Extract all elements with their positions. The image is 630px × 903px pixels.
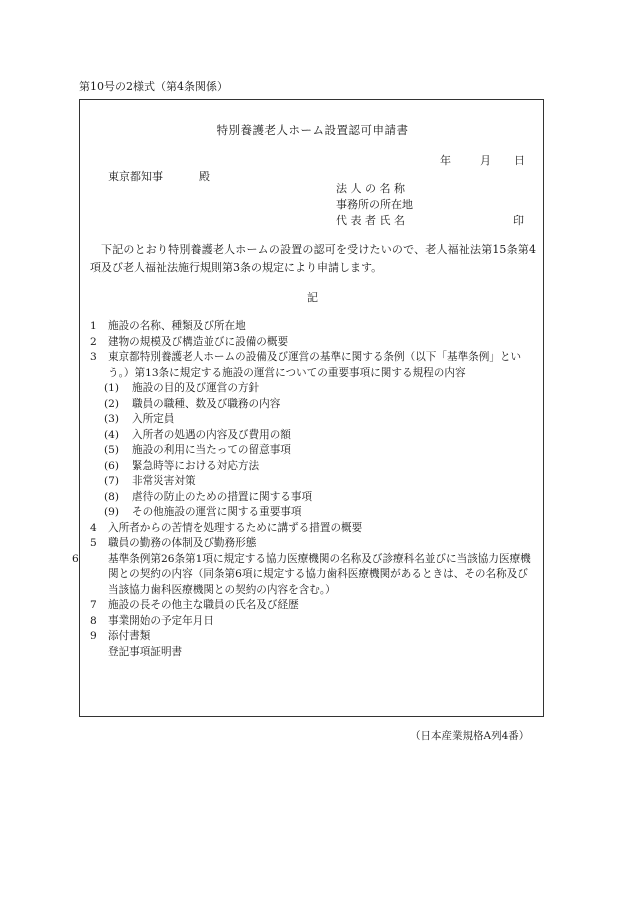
- addressee: [108, 168, 210, 184]
- list-item: 4 入所者からの苦情を処理するために講ずる措置の概要: [90, 521, 363, 534]
- paper-size-note: （日本産業規格A列4番）: [410, 730, 530, 742]
- day-label: 日: [514, 154, 525, 167]
- addressee-honorific: 殿: [199, 170, 210, 183]
- list-item: 3 東京都特別養護老人ホームの設備及び運営の基準に関する条例（以下「基準条例」という。）第13条に規定する施設の運営についての重要事項に関する規程の内容: [90, 351, 522, 379]
- corp-name-label: 法 人 の 名 称: [336, 182, 405, 195]
- sub-item: (4) 入所者の処遇の内容及び費用の額: [104, 428, 291, 441]
- list-item: 8 事業開始の予定年月日: [90, 614, 214, 627]
- sub-item: (3) 入所定員: [104, 413, 175, 425]
- sub-item: (2) 職員の職種、数及び職務の内容: [104, 397, 281, 410]
- list-item: 6 基準条例第26条第1項に規定する協力医療機関の名称及び診療科名並びに当該協力医療機関との契約の内容（同条第6項に規定する協力歯科医療機関があるときは、その名称及び当該協力歯科医療機関との契約の内容を含む。）: [72, 552, 531, 596]
- application-statement: 下記のとおり特別養護老人ホームの設置の認可を受けたいので、老人福祉法第15条第4項及び老人福祉法施行規則第3条の規定により申請します。: [90, 243, 536, 274]
- sub-item: (1) 施設の目的及び運営の方針: [104, 382, 260, 394]
- ki-heading: 記: [307, 291, 318, 304]
- sub-item: (5) 施設の利用に当たっての留意事項: [104, 444, 291, 456]
- list-item: 2 建物の規模及び構造並びに設備の概要: [90, 335, 289, 348]
- addressee-name: 東京都知事: [108, 170, 163, 183]
- form-number-label: 第10号の2様式（第4条関係）: [79, 80, 228, 93]
- list-item: 1 施設の名称、種類及び所在地: [90, 320, 246, 332]
- sub-item: (9) その他施設の運営に関する重要事項: [104, 506, 302, 518]
- list-item: 5 職員の勤務の体制及び勤務形態: [90, 537, 257, 549]
- item-list: [72, 319, 538, 660]
- sub-item: (8) 虐待の防止のための措置に関する事項: [104, 490, 313, 503]
- list-item: 7 施設の長その他主な職員の氏名及び経歴: [90, 599, 299, 611]
- sub-item: (7) 非常災害対策: [104, 475, 196, 487]
- attachment-item: 登記事項証明書: [108, 645, 183, 658]
- application-form: [72, 99, 544, 717]
- office-address-label: 事務所の所在地: [336, 198, 413, 211]
- year-label: 年: [440, 154, 451, 167]
- representative-label: 代 表 者 氏 名: [336, 214, 405, 227]
- list-item: 9 添付書類: [90, 630, 151, 642]
- form-title: 特別養護老人ホーム設置認可申請書: [216, 123, 409, 137]
- sub-item: (6) 緊急時等における対応方法: [104, 459, 260, 472]
- month-label: 月: [480, 154, 491, 167]
- seal-mark: 印: [513, 214, 524, 227]
